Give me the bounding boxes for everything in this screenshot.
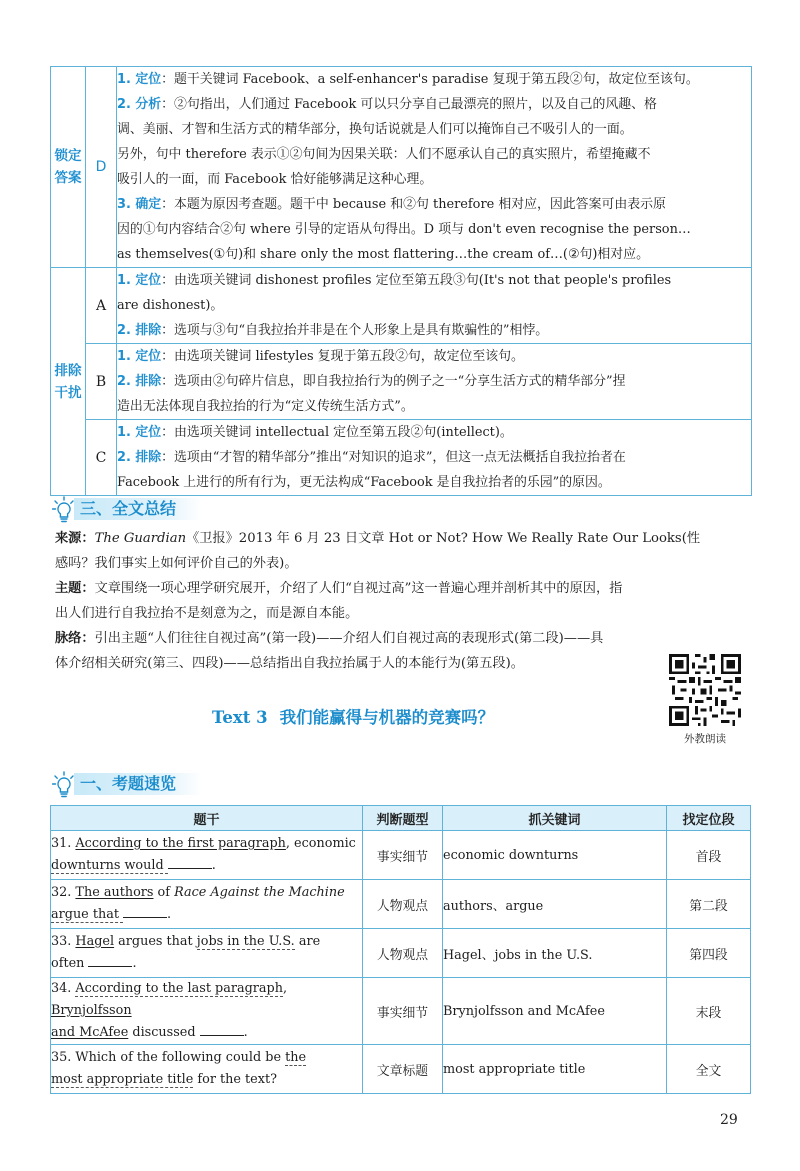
option-c: C [86, 420, 117, 496]
step-text: as themselves(①句)和 share only the most flattering…the cream of…(②句)相对应。 [117, 247, 649, 262]
explanation-line [117, 67, 751, 92]
qr-code-icon[interactable] [669, 654, 741, 726]
answer-blank [123, 905, 167, 918]
question-type: 文章标题 [363, 1045, 443, 1094]
question-stem: 35. Which of the following could be the most appropriate title for the text? [51, 1045, 363, 1094]
explanation-line [117, 420, 751, 445]
step-text: ：选项由“才智的精华部分”推出“对知识的追求”，但这一点无法概括自我拉抬者在 [161, 450, 626, 465]
step-keyword: 2. 排除 [117, 374, 162, 389]
question-keyword: most appropriate title [443, 1045, 667, 1094]
exclude-row-c [51, 420, 752, 496]
qr-caption: 外教朗读 [684, 733, 726, 745]
explanation-line [117, 445, 751, 470]
explanation-line [117, 369, 751, 394]
question-stem: 33. Hagel argues that jobs in the U.S. are often . [51, 929, 363, 978]
explanation-line [117, 192, 751, 217]
page-number: 29 [720, 1112, 738, 1128]
table-row [51, 978, 751, 1045]
explanation-line [117, 268, 751, 293]
text3-title: Text 3 我们能赢得与机器的竞赛吗？ [212, 708, 495, 727]
section-overview-header [52, 769, 222, 799]
table-row [51, 929, 751, 978]
answer-analysis-table [50, 66, 752, 496]
step-text: are dishonest)。 [117, 298, 224, 313]
question-keyword: Brynjolfsson and McAfee [443, 978, 667, 1045]
option-b-explanation [117, 344, 752, 420]
question-keyword: authors、argue [443, 880, 667, 929]
step-text: ：由选项关键词 dishonest profiles 定位至第五段③句(It's not that people's profiles [161, 273, 672, 288]
summary-context: 脉络：引出主题“人们往往自视过高”(第一段)——介绍人们自视过高的表现形式(第二段)——具 体介绍相关研究(第三、四段)——总结指出自我拉抬属于人的本能行为(第五段)。 [55, 631, 604, 671]
lock-answer-explanation [117, 67, 752, 268]
option-c-explanation [117, 420, 752, 496]
explanation-line [117, 344, 751, 369]
question-type: 人物观点 [363, 929, 443, 978]
step-text: ：题干关键词 Facebook、a self-enhancer's paradise 复现于第五段②句，故定位至该句。 [161, 72, 699, 87]
step-keyword: 2. 排除 [117, 450, 162, 465]
question-overview-table [50, 805, 751, 1094]
question-paragraph: 全文 [667, 1045, 751, 1094]
lock-answer-option: D [86, 67, 117, 268]
answer-blank [200, 1023, 244, 1036]
question-type: 人物观点 [363, 880, 443, 929]
table-row [51, 880, 751, 929]
explanation-line [117, 142, 751, 167]
question-paragraph: 第四段 [667, 929, 751, 978]
question-stem: 31. According to the first paragraph, economic downturns would . [51, 831, 363, 880]
lightbulb-icon [52, 496, 76, 524]
step-text: 另外，句中 therefore 表示①②句间为因果关联：人们不愿承认自己的真实照片，希望掩藏不 [117, 147, 651, 162]
lock-answer-label: 锁定 答案 [51, 67, 86, 268]
step-keyword: 2. 排除 [117, 323, 162, 338]
step-keyword: 3. 确定 [117, 197, 162, 212]
section-overview-title: 一、考题速览 [74, 773, 202, 795]
question-type: 事实细节 [363, 831, 443, 880]
step-keyword: 1. 定位 [117, 72, 162, 87]
summary-theme: 主题：文章围绕一项心理学研究展开，介绍了人们“自视过高”这一普遍心理并剖析其中的原因，指 出人们进行自我拉抬不是刻意为之，而是源自本能。 [55, 581, 623, 621]
table-row [51, 831, 751, 880]
step-text: 造出无法体现自我拉抬的行为“定义传统生活方式”。 [117, 399, 414, 414]
answer-blank [168, 856, 212, 869]
explanation-line [117, 117, 751, 142]
table-row [51, 1045, 751, 1094]
step-keyword: 2. 分析 [117, 97, 162, 112]
explanation-line [117, 318, 751, 343]
step-text: ：本题为原因考查题。题干中 because 和②句 therefore 相对应，因此答案可由表示原 [161, 197, 666, 212]
question-paragraph: 末段 [667, 978, 751, 1045]
explanation-line [117, 217, 751, 242]
explanation-line [117, 470, 751, 495]
column-header-keyword: 抓关键词 [443, 806, 667, 831]
section-summary-header [52, 494, 222, 524]
exclude-row-b [51, 344, 752, 420]
option-a-explanation [117, 268, 752, 344]
explanation-line [117, 293, 751, 318]
step-keyword: 1. 定位 [117, 349, 162, 364]
table-header-row [51, 806, 751, 831]
explanation-line [117, 92, 751, 117]
explanation-line [117, 394, 751, 419]
step-text: ：由选项关键词 lifestyles 复现于第五段②句，故定位至该句。 [161, 349, 524, 364]
question-paragraph: 第二段 [667, 880, 751, 929]
step-text: ：选项由②句碎片信息，即自我拉抬行为的例子之一“分享生活方式的精华部分”捏 [161, 374, 626, 389]
step-text: 因的①句内容结合②句 where 引导的定语从句得出。D 项与 don't even recognise the person… [117, 222, 691, 237]
question-stem: 34. According to the last paragraph, Brynjolfsson and McAfee discussed . [51, 978, 363, 1045]
answer-blank [88, 954, 132, 967]
explanation-line [117, 167, 751, 192]
option-b: B [86, 344, 117, 420]
section-summary-title: 三、全文总结 [74, 498, 202, 520]
lightbulb-icon [52, 771, 76, 799]
summary-source: 来源：The Guardian《卫报》2013 年 6 月 23 日文章 Hot or Not? How We Really Rate Our Looks(性 感吗？我们事实上如何评价自己的外表)。 [55, 531, 701, 571]
column-header-type: 判断题型 [363, 806, 443, 831]
step-keyword: 1. 定位 [117, 273, 162, 288]
question-type: 事实细节 [363, 978, 443, 1045]
step-text: 调、美丽、才智和生活方式的精华部分，换句话说就是人们可以掩饰自己不吸引人的一面。 [117, 122, 633, 137]
step-text: ：②句指出，人们通过 Facebook 可以只分享自己最漂亮的照片，以及自己的风趣、格 [161, 97, 657, 112]
exclude-distractor-label: 排除 干扰 [51, 268, 86, 496]
step-text: ：由选项关键词 intellectual 定位至第五段②句(intellect)。 [161, 425, 513, 440]
question-keyword: economic downturns [443, 831, 667, 880]
question-paragraph: 首段 [667, 831, 751, 880]
exclude-row-a [51, 268, 752, 344]
step-keyword: 1. 定位 [117, 425, 162, 440]
option-a: A [86, 268, 117, 344]
step-text: Facebook 上进行的所有行为，更无法构成“Facebook 是自我拉抬者的乐园”的原因。 [117, 475, 611, 490]
summary-block [55, 526, 755, 676]
lock-answer-row [51, 67, 752, 268]
explanation-line [117, 242, 751, 267]
question-stem: 32. The authors of Race Against the Machine argue that . [51, 880, 363, 929]
step-text: ：选项与③句“自我拉抬并非是在个人形象上是具有欺骗性的”相悖。 [161, 323, 549, 338]
question-keyword: Hagel、jobs in the U.S. [443, 929, 667, 978]
step-text: 吸引人的一面，而 Facebook 恰好能够满足这种心理。 [117, 172, 433, 187]
column-header-stem: 题干 [51, 806, 363, 831]
column-header-paragraph: 找定位段 [667, 806, 751, 831]
